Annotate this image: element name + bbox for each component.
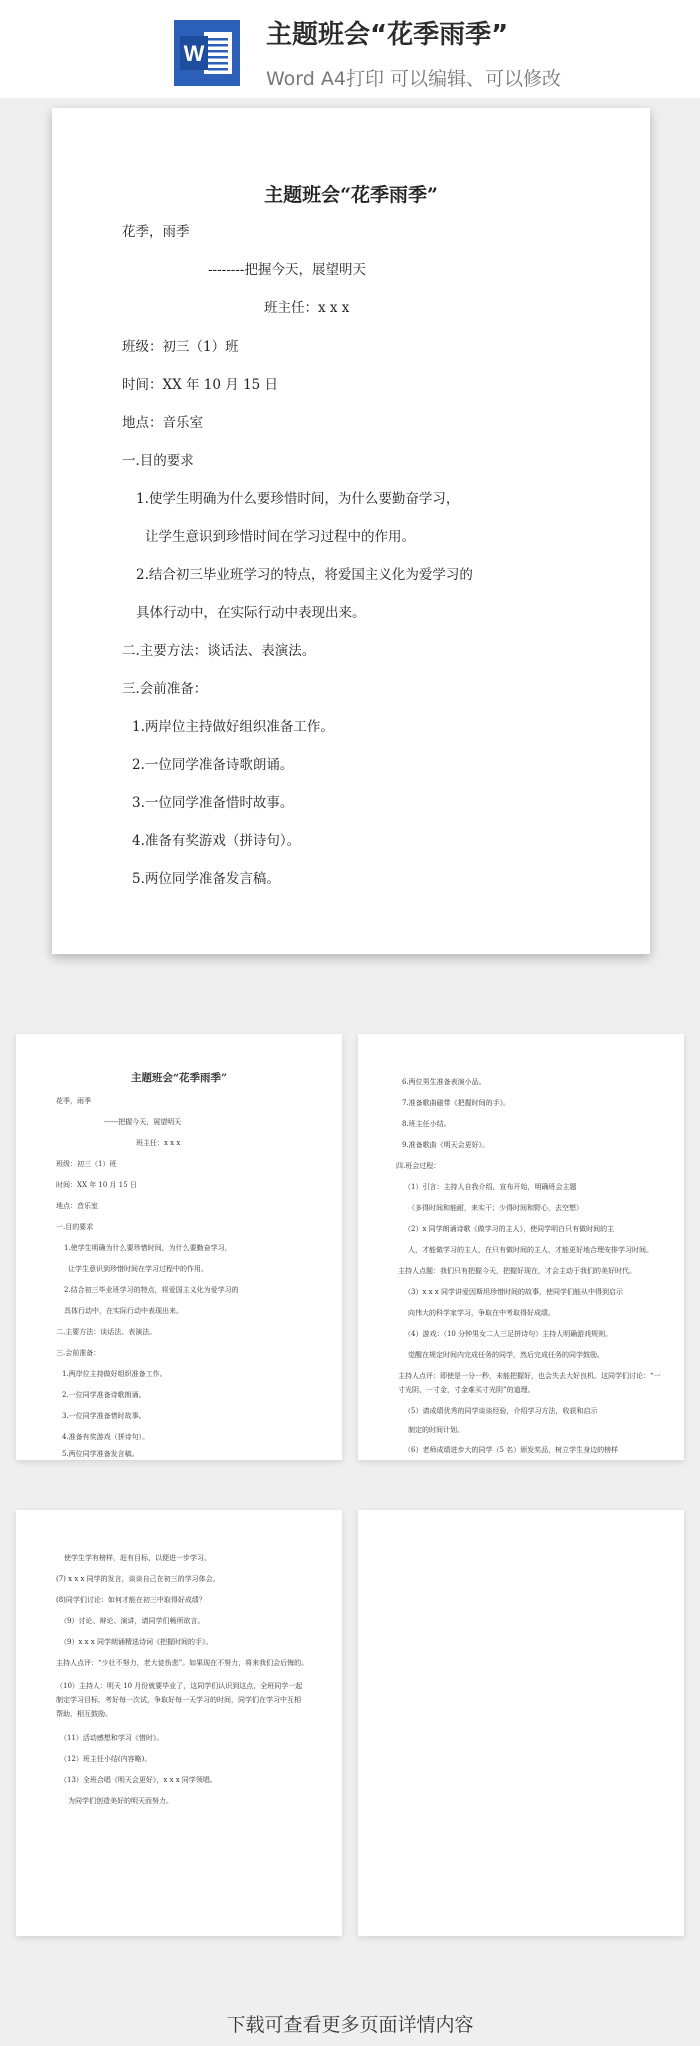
thumbnail-line: （5）请成绩优秀的同学谈谈经验，介绍学习方法，收获和启示 — [404, 1407, 598, 1415]
thumbnail-line: 主持人点评：“少壮不努力，老大徒伤悲”。如果现在不努力，将来我们会后悔的。 — [56, 1659, 309, 1667]
thumbnail-line: （4）游戏：（10 分钟男女二人三足拼诗句）主持人明确游戏规则。 — [404, 1330, 613, 1338]
thumbnail-line: 2.一位同学准备诗歌朗诵。 — [62, 1391, 146, 1399]
document-line: 二.主要方法：谈话法、表演法。 — [122, 643, 316, 659]
document-line: 一.目的要求 — [122, 453, 194, 469]
document-line: 2.一位同学准备诗歌朗诵。 — [132, 757, 294, 773]
thumbnail-line: 花季，雨季 — [56, 1097, 91, 1105]
thumbnail-line: 1.使学生明确为什么要珍惜时间，为什么要勤奋学习， — [64, 1244, 232, 1252]
thumbnail-line: 5.两位同学准备发言稿。 — [62, 1450, 139, 1458]
thumbnail-line: 4.准备有奖游戏（拼诗句）。 — [62, 1433, 150, 1441]
thumbnail-page-3[interactable] — [16, 1510, 342, 1936]
document-line: 3.一位同学准备惜时故事。 — [132, 795, 294, 811]
thumbnail-line: 1.两岸位主持做好组织准备工作。 — [62, 1370, 167, 1378]
thumbnail-line: （10）主持人：明天 10 月份就要毕业了，这同学们认识到这点，全班同学一起 — [56, 1682, 303, 1690]
thumbnail-line: 班级：初三（1）班 — [56, 1160, 117, 1168]
document-line: 花季，雨季 — [122, 224, 190, 240]
document-line: 班级：初三（1）班 — [122, 339, 239, 355]
thumbnail-line: （6）老师成绩进步大的同学（5 名）颁发奖品，树立学生身边的榜样 — [404, 1446, 619, 1454]
thumbnail-line: 2.结合初三毕业班学习的特点，将爱国主义化为爱学习的 — [64, 1286, 239, 1294]
thumbnail-line: 主持人点题：我们只有把握今天，把握好现在，才会主动于我们的美好时代。 — [398, 1267, 636, 1275]
thumbnail-line: （9）x x x 同学朗诵精选诗词《把握时间的手》。 — [60, 1638, 213, 1646]
header-banner — [0, 0, 700, 98]
thumbnail-line: 二.主要方法：谈话法、表演法。 — [56, 1328, 157, 1336]
thumbnail-line: （9）讨论、辩论、演讲，请同学们畅所欲言。 — [60, 1617, 205, 1625]
thumbnail-line: 使学生学有榜样，赶有目标，以便进一步学习。 — [64, 1554, 211, 1562]
thumbnail-line: 制定学习目标，考好每一次试，争取好每一天学习的时间，同学们在学习中互相 — [56, 1696, 301, 1704]
thumbnail-line: 四.班会过程： — [396, 1162, 441, 1170]
header-subtitle: Word A4打印 可以编辑、可以修改 — [266, 68, 562, 90]
thumbnail-line: 9.准备歌曲《明天会更好》。 — [402, 1141, 490, 1149]
thumbnail-line: 觉醒在规定时间内完成任务的同学，然后完成任务的同学鼓励。 — [408, 1351, 604, 1359]
document-line: 4.准备有奖游戏（拼诗句）。 — [132, 833, 301, 849]
thumbnail-line: （13）全班合唱《明天会更好》，x x x 同学领唱。 — [60, 1776, 217, 1784]
document-line: 时间：XX 年 10 月 15 日 — [122, 377, 279, 393]
document-line: 三.会前准备： — [122, 681, 208, 697]
thumbnail-line: 7.准备歌曲磁带《把握时间的手》。 — [402, 1099, 511, 1107]
thumbnail-line: 时间：XX 年 10 月 15 日 — [56, 1181, 137, 1189]
thumbnail-page-4[interactable] — [358, 1510, 684, 1936]
thumbnail-line: 制定的时间计划。 — [408, 1426, 464, 1434]
thumbnail-line: 地点：音乐室 — [56, 1202, 98, 1210]
document-line: --------把握今天，展望明天 — [208, 262, 366, 278]
thumbnail-line: （3）x x x 同学讲爱因斯坦珍惜时间的故事，使同学们能从中得到启示 — [404, 1288, 623, 1296]
document-title: 主题班会“花季雨季” — [264, 184, 438, 206]
document-line: 让学生意识到珍惜时间在学习过程中的作用。 — [145, 529, 415, 545]
thumbnail-title: 主题班会“花季雨季” — [130, 1072, 228, 1084]
document-line: 5.两位同学准备发言稿。 — [132, 871, 280, 887]
thumbnail-line: 为同学们创造美好的明天而努力。 — [68, 1797, 173, 1805]
thumbnail-page-1[interactable] — [16, 1034, 342, 1460]
thumbnail-line: (7) x x x 同学的发言，谈谈自己在初三的学习体会。 — [56, 1575, 220, 1583]
document-page-preview — [52, 108, 650, 954]
thumbnail-line: 三.会前准备： — [56, 1349, 101, 1357]
document-line: 2.结合初三毕业班学习的特点，将爱国主义化为爱学习的 — [136, 567, 473, 583]
footer-download-hint[interactable]: 下载可查看更多页面详情内容 — [226, 2014, 474, 2036]
thumbnail-line: 主持人点评：即使是一分一秒，未能把握好，也会失去大好良机。这同学们讨论：“一 — [398, 1372, 661, 1380]
thumbnail-line: 一.目的要求 — [56, 1223, 94, 1231]
thumbnail-line: 6.两位男生准备表演小品。 — [402, 1078, 486, 1086]
document-line: 1.两岸位主持做好组织准备工作。 — [132, 719, 334, 735]
thumbnail-page-2[interactable] — [358, 1034, 684, 1460]
thumbnail-line: 向伟大的科学家学习，争取在中考取得好成绩。 — [408, 1309, 555, 1317]
svg-text:W: W — [183, 41, 205, 66]
thumbnail-line: 8.班主任小结。 — [402, 1120, 451, 1128]
document-line: 班主任：x x x — [264, 300, 350, 316]
thumbnail-line: （12）班主任小结(内容略)。 — [60, 1755, 152, 1763]
thumbnail-line: 让学生意识到珍惜时间在学习过程中的作用。 — [68, 1265, 208, 1273]
thumbnail-line: 人，才能做学习的主人，在只有做时间的主人，才能更好地合理安排学习时间。 — [408, 1246, 653, 1254]
thumbnail-line: 帮助，相互鼓励。 — [56, 1710, 112, 1718]
thumbnail-line: 班主任：x x x — [136, 1139, 181, 1147]
thumbnail-line: 3.一位同学准备惜时故事。 — [62, 1412, 146, 1420]
thumbnail-line: (8)同学们讨论：如何才能在初三中取得好成绩？ — [56, 1596, 206, 1604]
thumbnail-line: （2）x 同学朗诵诗歌《做学习的主人》，使同学明白只有做时间的主 — [404, 1225, 615, 1233]
document-line: 地点：音乐室 — [122, 415, 203, 431]
header-title: 主题班会“花季雨季” — [266, 20, 509, 50]
document-line: 1.使学生明确为什么要珍惜时间，为什么要勤奋学习， — [136, 491, 460, 507]
word-document-icon — [174, 20, 240, 86]
thumbnail-line: （1）引言：主持人自我介绍，宣布开始，明确班会主题 — [404, 1183, 577, 1191]
thumbnail-line: （11）活动感想和学习《惜时》。 — [60, 1734, 164, 1742]
thumbnail-line: （多得时间和能耐，来实干；少得时间和野心，去空想） — [408, 1204, 583, 1212]
document-line: 具体行动中，在实际行动中表现出来。 — [136, 605, 366, 621]
thumbnail-line: 寸光阴，一寸金，寸金难买寸光阴”的道理。 — [398, 1386, 535, 1394]
thumbnail-line: 具体行动中，在实际行动中表现出来。 — [64, 1307, 183, 1315]
thumbnail-line: ------把握今天，展望明天 — [104, 1118, 182, 1126]
